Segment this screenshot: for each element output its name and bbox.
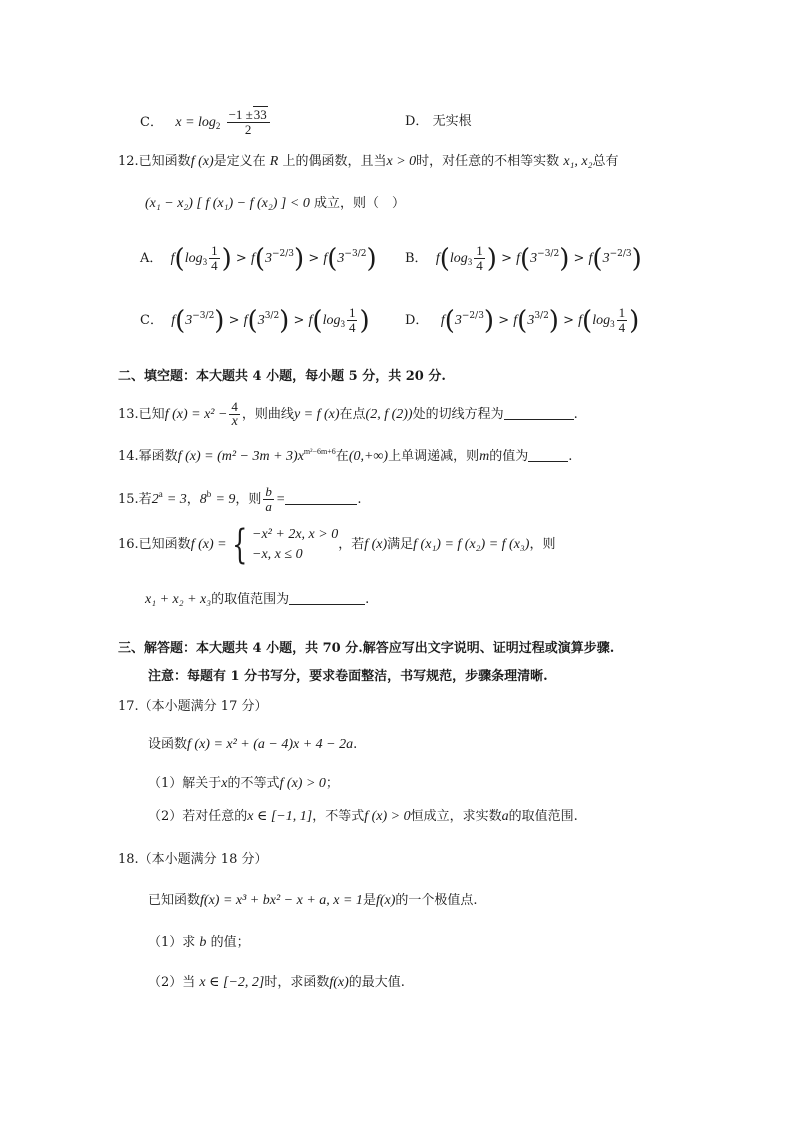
q11-option-c: C． $x = \log_2$ $\frac{-1 \pm 33}{2}$ — [140, 108, 272, 139]
q16-cases: −x² + 2x, x > 0 −x, x ≤ 0 — [252, 526, 339, 562]
q12-option-a: A． $f(\log_3$ $\frac{1}{4}$ ) > $f(3^{-2/3}) > f(3^{-3/2})$ — [140, 243, 377, 274]
section2-title: 二、填空题：本大题共 4 小题，每小题 5 分，共 20 分. — [118, 369, 446, 384]
q18-part2: （2）当 x ∈ [−2, 2]时，求函数f(x)的最大值. — [148, 975, 405, 990]
q18-stem: 已知函数f(x) = x³ + bx² − x + a, x = 1是f(x)的一个极值点. — [148, 893, 478, 908]
q12-stem-line2: (x₁ − x₂) [ f (x₁) − f (x₂) ] < 0 成立，则（ ） — [145, 196, 405, 211]
q12-option-b: B． $f(\log_3$ $\frac{1}{4}$ ) > $f(3^{-3/2}) > f(3^{-2/3})$ — [405, 243, 642, 274]
q14-answer-blank — [528, 447, 568, 462]
q16-line1: 16.已知函数f (x) = { −x² + 2x, x > 0 −x, x ≤ 0 ，若f (x)满足f (x₁) = f (x₂) = f (x₃)，则 — [118, 521, 556, 568]
q13-answer-blank — [504, 405, 574, 420]
q16-left-brace: { — [231, 521, 247, 568]
section3-title: 三、解答题：本大题共 4 小题，共 70 分.解答应写出文字说明、证明过程或演算步骤. — [118, 641, 615, 656]
q17-heading: 17.（本小题满分 17 分） — [118, 699, 268, 714]
q17-part2: （2）若对任意的x ∈ [−1, 1]，不等式f (x) > 0恒成立，求实数a的取值范围. — [148, 809, 578, 824]
q16-line2: x₁ + x₂ + x₃的取值范围为 . — [145, 592, 370, 607]
q12-option-c: C． $f(3^{-3/2}) > f(3^{3/2}) > f(\log_3$ $\frac{1}{4}$ ) — [140, 305, 370, 336]
q11-option-d: D． 无实根 — [405, 114, 472, 129]
q17-part1: （1）解关于x的不等式f (x) > 0； — [148, 776, 339, 791]
q18-heading: 18.（本小题满分 18 分） — [118, 852, 268, 867]
q13-line: 13.已知f (x) = x² − $\frac{4}{x}$ ，则曲线y = f (x)在点(2, f (2))处的切线方程为 . — [118, 399, 578, 429]
q12-option-d: D． $f(3^{-2/3}) > f(3^{3/2}) > f(\log_3$ $\frac{1}{4}$ ) — [405, 305, 640, 336]
q11-c-fraction: $\frac{-1 \pm 33}{2}$ — [227, 108, 270, 137]
q15-line: 15.若2$^a$ = 3，8$^b$ = 9，则 $\frac{b}{a}$ = . — [118, 484, 362, 514]
q18-part1: （1）求 b 的值； — [148, 935, 250, 950]
section3-note: 注意：每题有 1 分书写分，要求卷面整洁，书写规范，步骤条理清晰. — [148, 669, 548, 684]
q12-stem-line1: 12.已知函数f (x)是定义在 R 上的偶函数，且当x > 0时，对任意的不相等实数 x₁, x₂总有 — [118, 154, 619, 169]
q17-stem: 设函数f (x) = x² + (a − 4)x + 4 − 2a. — [148, 737, 358, 752]
q15-answer-blank — [285, 490, 357, 505]
q16-answer-blank — [289, 590, 365, 605]
q14-line: 14.幂函数f $(x) = (m^2 - 3m + 3)x^{m^2-6m+6}$在(0,+∞)上单调递减，则m的值为 . — [118, 447, 573, 464]
